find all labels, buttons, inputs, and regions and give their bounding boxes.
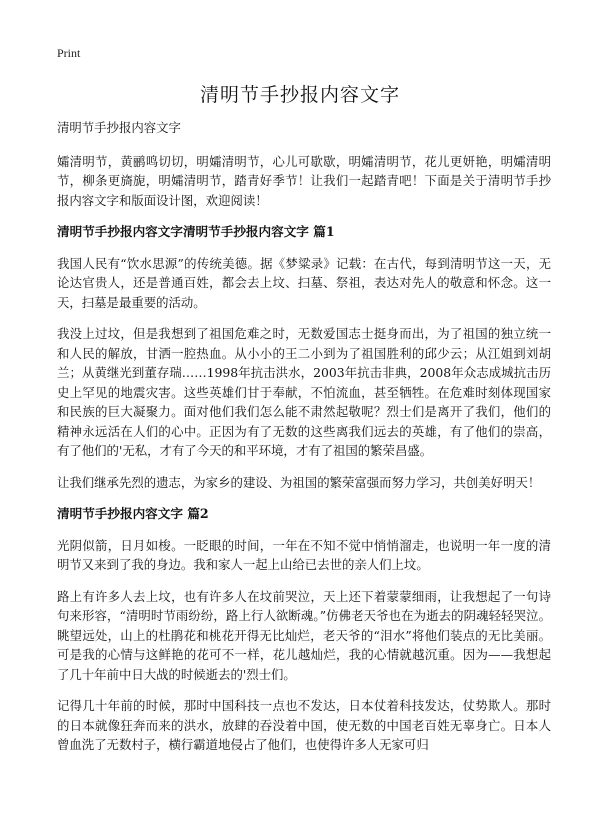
section-heading: 清明节手抄报内容文字清明节手抄报内容文字 篇1 bbox=[57, 224, 335, 239]
intro-paragraph: 孀清明节，黄鹂鸣切切，明孀清明节，心儿可歇歇，明孀清明节，花儿更妍艳，明孀清明节，柳条更旖旎，明孀清明节，踏青好季节！让我们一起踏青吧！下面是关于清明节手抄报内容文字和版面设计图，欢迎阅读！ bbox=[57, 153, 551, 208]
section-paragraph: 路上有许多人去上坟，也有许多人在坟前哭泣，天上还下着蒙蒙细雨，让我想起了一句诗句来形容，“清明时节雨纷纷，路上行人欲断魂。”仿佛老天爷也在为逝去的阴魂轻轻哭泣。眺望远处，山上的杜鹃花和桃花开得无比灿烂，老天爷的“泪水”将他们装点的无比美丽。可是我的心情与这鲜艳的花可不一样，花儿越灿烂，我的心情就越沉重。因为——我想起了几十年前中日大战的时候逝去的'烈士们。 bbox=[57, 588, 551, 682]
section-1 bbox=[57, 222, 551, 492]
section-paragraph: 我没上过坟，但是我想到了祖国危难之时，无数爱国志士挺身而出，为了祖国的独立统一和人民的解放，甘洒一腔热血。从小小的王二小到为了祖国胜利的邱少云；从江姐到刘胡兰；从黄继光到董存瑞……1998年抗击洪水，2003年抗击非典，2008年众志成城抗击历史上罕见的地震灾害。这些英雄们甘于奉献，不怕流血，甚至牺牲。在危难时刻体现国家和民族的巨大凝聚力。面对他们我们怎么能不肃然起敬呢？烈士们是离开了我们，他们的精神永远活在人们的心中。正因为有了无数的这些离我们远去的英雄，有了他们的崇高，有了他们的'无私，才有了今天的和平环境，才有了祖国的繁荣昌盛。 bbox=[57, 326, 551, 458]
document-body bbox=[57, 118, 551, 767]
print-label: Print bbox=[57, 46, 81, 60]
section-paragraph: 记得几十年前的时候，那时中国科技一点也不发达，日本仗着科技发达，仗势欺人。那时的日本就像狂奔而来的洪水，放肆的吞没着中国，使无数的中国老百姓无辜身亡。日本人曾血洗了无数村子，横行霸道地侵占了他们，也使得许多人无家可归 bbox=[57, 698, 551, 752]
document-subtitle: 清明节手抄报内容文字 bbox=[57, 120, 181, 135]
page-title: 清明节手抄报内容文字 bbox=[199, 84, 400, 106]
section-2 bbox=[57, 504, 551, 755]
section-paragraph: 让我们继承先烈的遗志，为家乡的建设、为祖国的繁荣富强而努力学习，共创美好明天！ bbox=[57, 474, 541, 490]
section-paragraph: 光阴似箭，日月如梭。一眨眼的时间，一年在不知不觉中悄悄溜走，也说明一年一度的清明节又来到了我的身边。我和家人一起上山给已去世的亲人们上坟。 bbox=[57, 537, 551, 572]
section-heading: 清明节手抄报内容文字 篇2 bbox=[57, 506, 209, 521]
section-paragraph: 我国人民有“饮水思源”的传统美德。据《梦粱录》记载：在古代，每到清明节这一天，无论达官贵人，还是普通百姓，都会去上坟、扫墓、祭祖，表达对先人的敬意和怀念。这一天，扫墓是最重要的活动。 bbox=[57, 255, 551, 310]
